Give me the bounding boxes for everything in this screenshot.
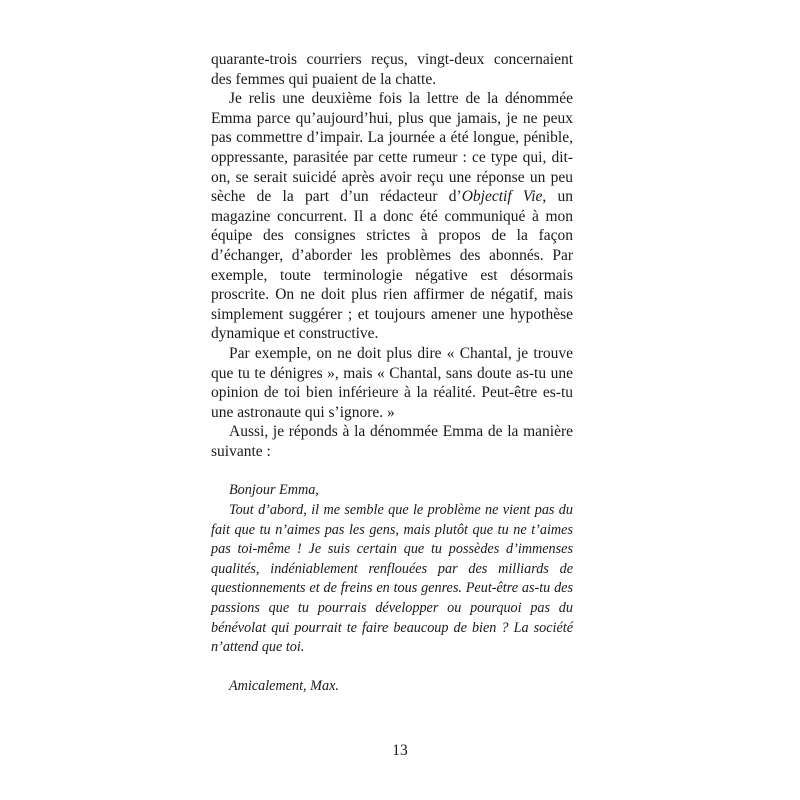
paragraph [211,89,573,344]
italic-text: Objectif Vie [461,188,543,206]
letter-block [211,481,573,697]
prose-section [211,50,573,461]
paragraph [211,344,573,422]
paragraph-text: Aussi, je réponds à la dénommée Emma de la manière suivante : [211,423,573,460]
letter-signoff: Amicalement, Max. [229,678,339,695]
letter-greeting: Bonjour Emma, [229,482,319,499]
paragraph-text: , un magazine concurrent. Il a donc été communiqué à mon équipe des consignes strictes à propos de la façon d’échanger, d’aborder les problèmes des abonnés. Par exemple, toute terminologie négative est désormais proscrite. On ne doit plus rien affirmer de négatif, mais simplement suggérer ; et toujours amener une hypothèse dynamique et constructive. [211,188,573,343]
page-number: 13 [392,742,408,759]
page-body [211,50,573,697]
letter-body: Tout d’abord, il me semble que le problème ne vient pas du fait que tu n’aimes pas les gens, mais plutôt que tu ne t’aimes pas toi-même ! Je suis certain que tu possèdes d’immenses qualités, indéniablement renflouées par des milliards de questionnements et de freins en tous genres. Peut-être as-tu des passions que tu pourrais développer ou pourquoi pas du bénévolat qui pourrait te faire beaucoup de bien ? La société n’attend que toi. [211,502,573,656]
paragraph-text: Je relis une deuxième fois la lettre de la dénommée Emma parce qu’aujourd’hui, plus que jamais, je ne peux pas commettre d’impair. La journée a été longue, pénible, oppressante, parasitée par cette rumeur : ce type qui, dit-on, se serait suicidé après avoir reçu une réponse un peu sèche de la part d’un rédacteur d’ [211,90,573,206]
paragraph [211,50,573,89]
paragraph-text: Par exemple, on ne doit plus dire « Chantal, je trouve que tu te dénigres », mais « Chantal, sans doute as-tu une opinion de toi bien inférieure à la réalité. Peut-être es-tu une astronaute qui s’ignore. » [211,344,573,421]
paragraph-text: quarante-trois courriers reçus, vingt-deux concernaient des femmes qui puaient de la chatte. [211,51,573,88]
paragraph [211,422,573,461]
